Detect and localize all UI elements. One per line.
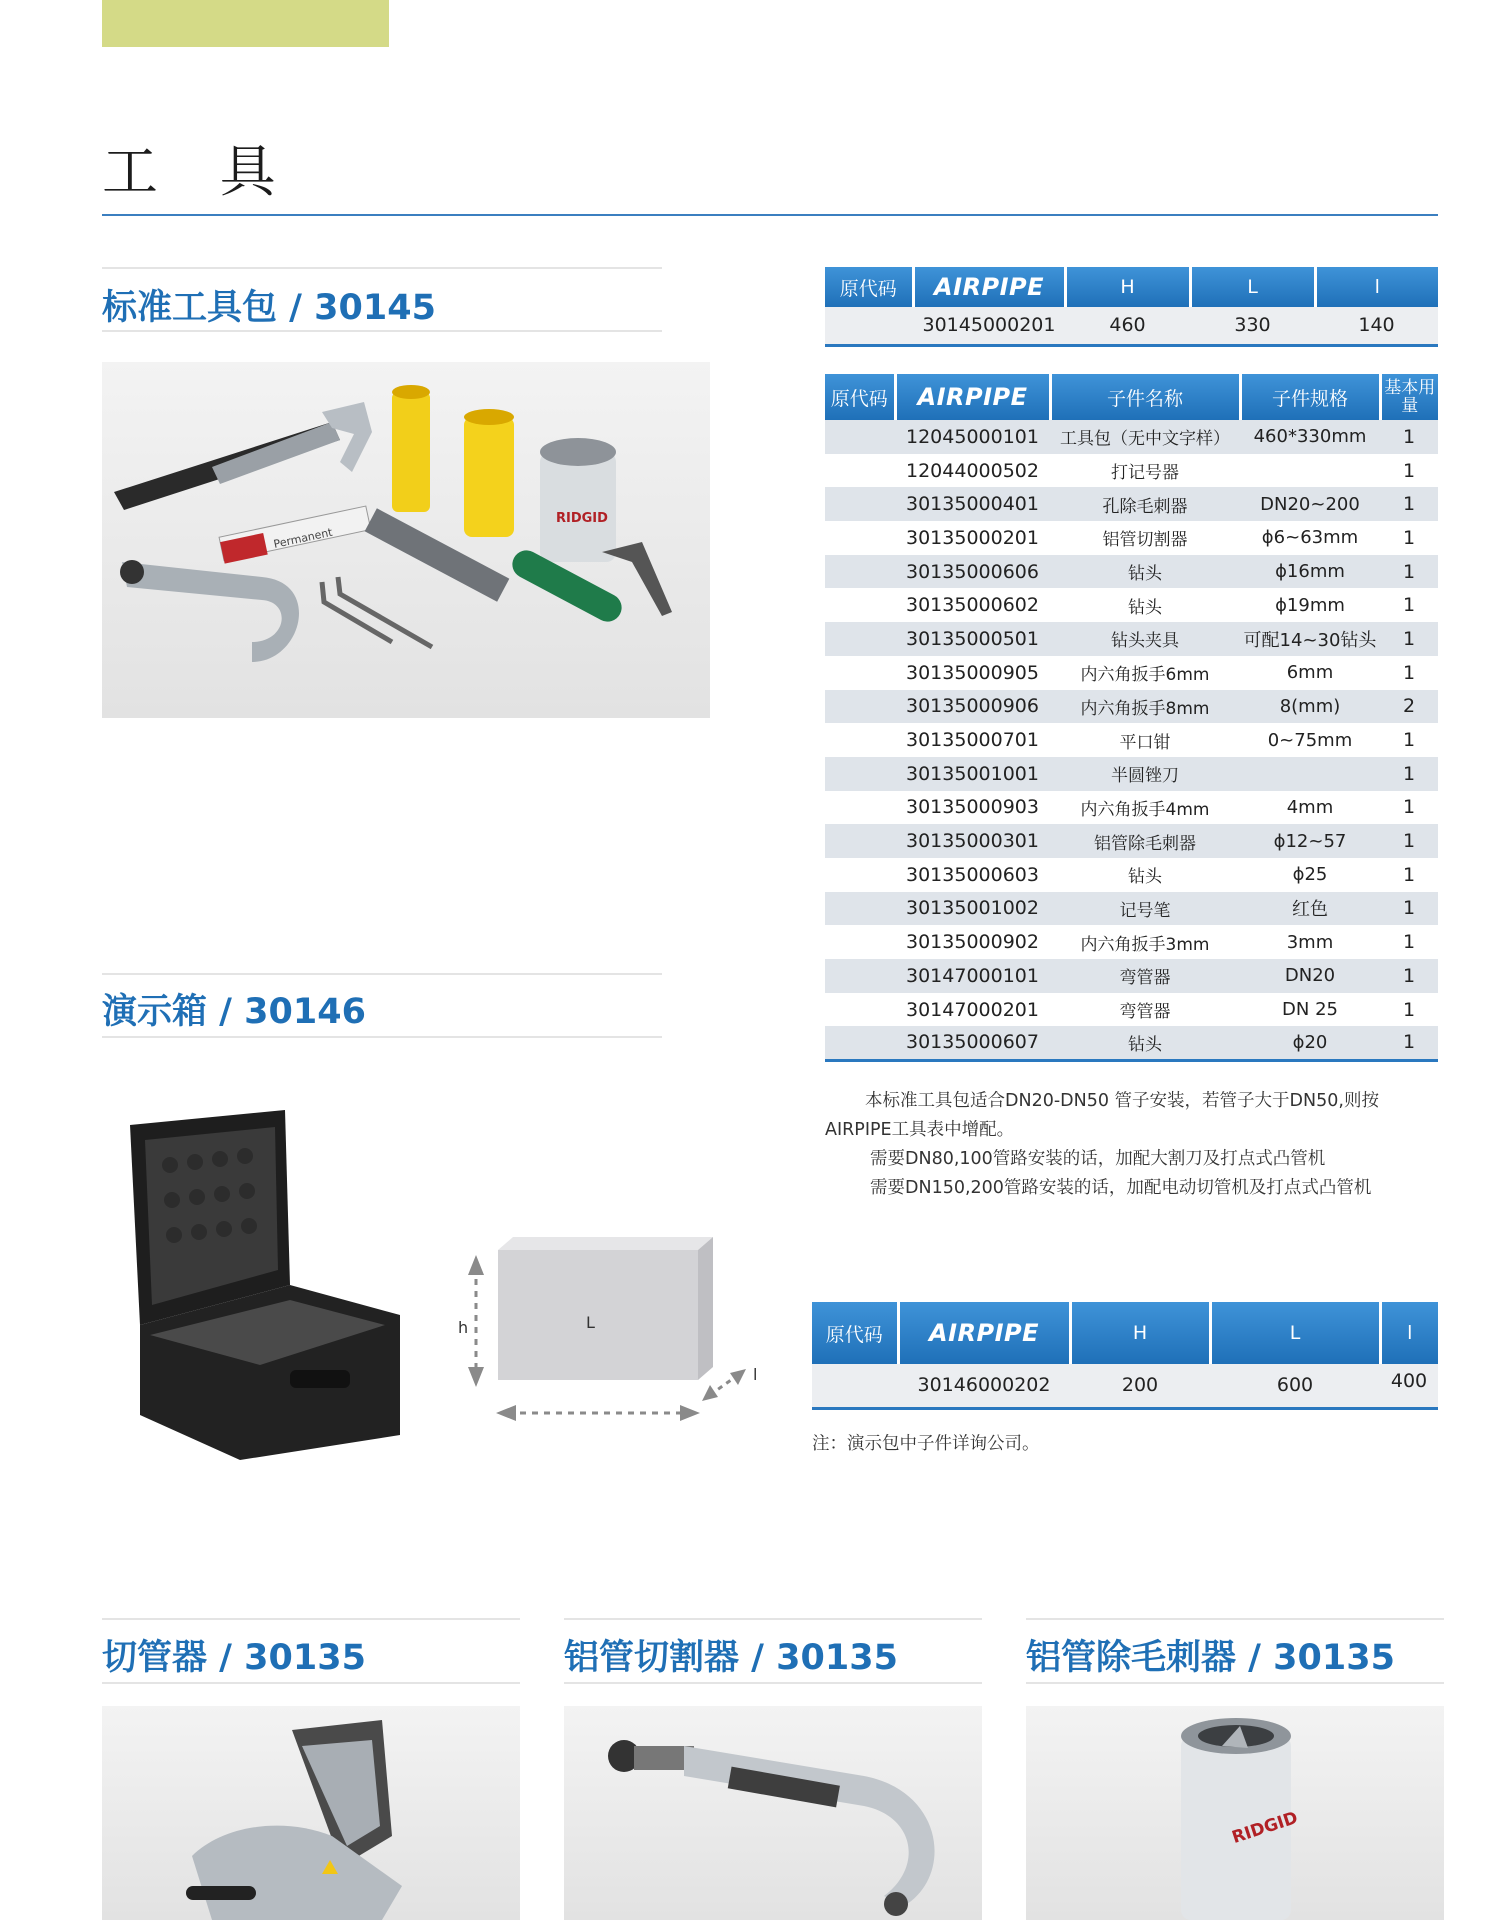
dim-l-label: L xyxy=(586,1313,595,1332)
header-l: L xyxy=(1190,267,1315,307)
section-rule-top xyxy=(1026,1618,1444,1620)
table-row xyxy=(825,555,1438,589)
cell-blank xyxy=(825,993,895,1027)
cell-part-name: 铝管切割器 xyxy=(1050,521,1240,555)
cell-part-name: 半圆锉刀 xyxy=(1050,757,1240,791)
table-row xyxy=(825,993,1438,1027)
table-row xyxy=(825,622,1438,656)
cell-qty: 1 xyxy=(1380,656,1438,690)
cell-part-spec xyxy=(1240,757,1380,791)
cell-part-spec: 3mm xyxy=(1240,925,1380,959)
table-row xyxy=(825,892,1438,926)
cell-blank xyxy=(825,1026,895,1060)
top-color-tab xyxy=(102,0,389,47)
cell-part-name: 弯管器 xyxy=(1050,993,1240,1027)
cell-qty: 1 xyxy=(1380,858,1438,892)
cell-code: 30135000603 xyxy=(895,858,1050,892)
section-rule-top xyxy=(564,1618,982,1620)
table-row xyxy=(825,959,1438,993)
cell-part-spec: 4mm xyxy=(1240,791,1380,825)
cell-part-name: 钻头 xyxy=(1050,555,1240,589)
note-line-1: 本标准工具包适合DN20-DN50 管子安装，若管子大于DN50,则按 xyxy=(865,1091,1379,1111)
cell-part-name: 平口钳 xyxy=(1050,723,1240,757)
cell-part-spec: 可配14~30钻头 xyxy=(1240,622,1380,656)
header-brand: AIRPIPE xyxy=(895,374,1050,420)
section-title-pipe-cutter: 切管器 / 30135 xyxy=(102,1638,366,1678)
pipe-cutter-photo xyxy=(102,1706,520,1920)
table-row xyxy=(825,824,1438,858)
cell-blank xyxy=(825,791,895,825)
kit-size-table xyxy=(825,267,1438,347)
cell-qty: 1 xyxy=(1380,723,1438,757)
cell-qty: 1 xyxy=(1380,824,1438,858)
demo-case-icon xyxy=(110,1105,410,1465)
header-brand: AIRPIPE xyxy=(913,267,1065,307)
section-rule-top xyxy=(102,1618,520,1620)
cell-part-name: 孔除毛刺器 xyxy=(1050,487,1240,521)
kit-parts-table xyxy=(825,374,1438,1062)
cell-qty: 1 xyxy=(1380,959,1438,993)
cell-part-name: 内六角扳手6mm xyxy=(1050,656,1240,690)
cell-qty: 1 xyxy=(1380,454,1438,488)
cell-qty: 1 xyxy=(1380,791,1438,825)
cell-blank xyxy=(825,723,895,757)
table-row xyxy=(825,791,1438,825)
cell-brand-code: 30146000202 xyxy=(898,1364,1070,1408)
section-rule-bottom xyxy=(564,1682,982,1684)
cell-i: 400 xyxy=(1380,1364,1438,1408)
section-rule-bottom xyxy=(1026,1682,1444,1684)
cell-blank xyxy=(825,824,895,858)
cell-part-spec: DN20~200 xyxy=(1240,487,1380,521)
cell-blank xyxy=(825,959,895,993)
table-row xyxy=(812,1364,1438,1408)
cell-blank xyxy=(825,588,895,622)
cell-qty: 1 xyxy=(1380,1026,1438,1060)
note-line-3: 需要DN80,100管路安装的话，加配大割刀及打点式凸管机 xyxy=(870,1149,1326,1169)
ridgid-logo: RIDGID xyxy=(1229,1807,1301,1849)
cell-h: 460 xyxy=(1065,307,1190,345)
cell-blank xyxy=(825,858,895,892)
cell-qty: 1 xyxy=(1380,555,1438,589)
cell-part-name: 内六角扳手8mm xyxy=(1050,690,1240,724)
cell-i: 140 xyxy=(1315,307,1438,345)
cell-blank xyxy=(825,521,895,555)
cell-part-spec: 460*330mm xyxy=(1240,420,1380,454)
cell-code: 30135000401 xyxy=(895,487,1050,521)
pipe-wrench-icon xyxy=(114,402,372,510)
section-rule-top xyxy=(102,267,662,269)
cell-blank xyxy=(825,925,895,959)
note-line-2: AIRPIPE工具表中增配。 xyxy=(825,1120,1015,1140)
marker-icon xyxy=(219,506,371,564)
marker-brand-text: Permanent xyxy=(272,525,334,551)
alu-deburr-photo xyxy=(1026,1706,1444,1920)
cell-code: 30135000906 xyxy=(895,690,1050,724)
cell-blank xyxy=(825,487,895,521)
cell-part-name: 钻头 xyxy=(1050,588,1240,622)
cell-part-name: 钻头夹具 xyxy=(1050,622,1240,656)
page-title: 工 具 xyxy=(102,140,298,205)
cell-code: 12045000101 xyxy=(895,420,1050,454)
cell-part-name: 记号笔 xyxy=(1050,892,1240,926)
cell-qty: 1 xyxy=(1380,892,1438,926)
hex-key-icon xyxy=(322,577,432,647)
cell-blank xyxy=(825,555,895,589)
table-row xyxy=(825,690,1438,724)
cell-code: 30135001001 xyxy=(895,757,1050,791)
cell-code xyxy=(812,1364,898,1408)
cell-blank xyxy=(825,622,895,656)
section-rule-bottom xyxy=(102,1036,662,1038)
section-title-alu-cutter: 铝管切割器 / 30135 xyxy=(564,1638,898,1678)
alu-cutter-photo xyxy=(564,1706,982,1920)
header-i: l xyxy=(1315,267,1438,307)
standard-kit-photo xyxy=(102,362,710,718)
cell-part-name: 钻头 xyxy=(1050,1026,1240,1060)
table-row xyxy=(825,757,1438,791)
cell-qty: 2 xyxy=(1380,690,1438,724)
dim-i-label: l xyxy=(753,1365,758,1384)
dim-h-label: h xyxy=(458,1318,469,1337)
cell-blank xyxy=(825,757,895,791)
cell-qty: 1 xyxy=(1380,588,1438,622)
cell-code: 30135000905 xyxy=(895,656,1050,690)
table-row xyxy=(825,858,1438,892)
cell-part-spec: 8(mm) xyxy=(1240,690,1380,724)
cell-part-spec: ϕ20 xyxy=(1240,1026,1380,1060)
cell-code: 30135000201 xyxy=(895,521,1050,555)
table-row xyxy=(825,420,1438,454)
cell-code: 30135000607 xyxy=(895,1026,1050,1060)
table-row xyxy=(825,487,1438,521)
cell-code: 30135000501 xyxy=(895,622,1050,656)
pipe-cutter-icon xyxy=(102,1706,520,1920)
table-row xyxy=(825,1026,1438,1060)
table-row xyxy=(825,656,1438,690)
cell-code: 30135000701 xyxy=(895,723,1050,757)
cell-code: 30147000101 xyxy=(895,959,1050,993)
hole-saw-icon xyxy=(392,385,514,537)
cell-blank xyxy=(825,454,895,488)
kit-notes xyxy=(825,1087,1440,1203)
cell-part-name: 打记号器 xyxy=(1050,454,1240,488)
cell-qty: 1 xyxy=(1380,993,1438,1027)
table-row xyxy=(825,521,1438,555)
tool-kit-illustration xyxy=(102,362,710,718)
cell-part-spec: 0~75mm xyxy=(1240,723,1380,757)
cell-part-spec: 红色 xyxy=(1240,892,1380,926)
tube-cutter-icon xyxy=(564,1706,982,1920)
cell-l: 600 xyxy=(1210,1364,1380,1408)
ridgid-logo-text: RIDGID xyxy=(556,511,608,526)
cell-code: 12044000502 xyxy=(895,454,1050,488)
deburr-cylinder-icon xyxy=(1026,1706,1444,1920)
cell-part-spec: ϕ16mm xyxy=(1240,555,1380,589)
table-row xyxy=(825,723,1438,757)
header-brand: AIRPIPE xyxy=(898,1302,1070,1364)
cell-qty: 1 xyxy=(1380,757,1438,791)
header-h: H xyxy=(1065,267,1190,307)
cell-part-name: 内六角扳手4mm xyxy=(1050,791,1240,825)
demo-size-table xyxy=(812,1302,1438,1410)
cell-part-name: 铝管除毛刺器 xyxy=(1050,824,1240,858)
header-qty: 基本用量 xyxy=(1380,374,1438,420)
cell-qty: 1 xyxy=(1380,487,1438,521)
cell-code: 30135000606 xyxy=(895,555,1050,589)
cell-qty: 1 xyxy=(1380,521,1438,555)
table-row xyxy=(825,454,1438,488)
section-title-alu-deburr: 铝管除毛刺器 / 30135 xyxy=(1026,1638,1395,1678)
section-rule-bottom xyxy=(102,330,662,332)
section-rule-top xyxy=(102,973,662,975)
cell-part-name: 钻头 xyxy=(1050,858,1240,892)
header-part-spec: 子件规格 xyxy=(1240,374,1380,420)
header-code: 原代码 xyxy=(825,374,895,420)
cell-qty: 1 xyxy=(1380,925,1438,959)
cell-part-spec: DN 25 xyxy=(1240,993,1380,1027)
cell-blank xyxy=(825,420,895,454)
cell-code: 30135000602 xyxy=(895,588,1050,622)
header-l: L xyxy=(1210,1302,1380,1364)
section-title-standard-kit: 标准工具包 / 30145 xyxy=(102,288,436,328)
demo-note: 注：演示包中子件详询公司。 xyxy=(812,1434,1040,1454)
box-dimension-icon xyxy=(448,1235,768,1435)
cell-code: 30135000903 xyxy=(895,791,1050,825)
cell-part-name: 内六角扳手3mm xyxy=(1050,925,1240,959)
header-i: l xyxy=(1380,1302,1438,1364)
cell-h: 200 xyxy=(1070,1364,1210,1408)
cell-code xyxy=(825,307,913,345)
cell-part-name: 弯管器 xyxy=(1050,959,1240,993)
note-line-4: 需要DN150,200管路安装的话，加配电动切管机及打点式凸管机 xyxy=(870,1178,1372,1198)
cell-blank xyxy=(825,656,895,690)
cell-part-spec xyxy=(1240,454,1380,488)
cell-part-name: 工具包（无中文字样） xyxy=(1050,420,1240,454)
cell-brand-code: 30145000201 xyxy=(913,307,1065,345)
demo-case-photo xyxy=(110,1105,410,1465)
header-code: 原代码 xyxy=(812,1302,898,1364)
cell-code: 30135000902 xyxy=(895,925,1050,959)
cell-code: 30135000301 xyxy=(895,824,1050,858)
dimension-diagram xyxy=(448,1235,768,1435)
cell-code: 30147000201 xyxy=(895,993,1050,1027)
cell-part-spec: ϕ12~57 xyxy=(1240,824,1380,858)
header-code: 原代码 xyxy=(825,267,913,307)
cell-blank xyxy=(825,690,895,724)
cell-qty: 1 xyxy=(1380,622,1438,656)
deburr-tool-icon xyxy=(540,438,616,562)
cell-l: 330 xyxy=(1190,307,1315,345)
cell-part-spec: DN20 xyxy=(1240,959,1380,993)
cell-part-spec: ϕ19mm xyxy=(1240,588,1380,622)
header-part-name: 子件名称 xyxy=(1050,374,1240,420)
title-divider xyxy=(102,214,1438,216)
cell-qty: 1 xyxy=(1380,420,1438,454)
header-h: H xyxy=(1070,1302,1210,1364)
table-row xyxy=(825,307,1438,345)
cell-blank xyxy=(825,892,895,926)
cell-part-spec: ϕ6~63mm xyxy=(1240,521,1380,555)
parts-table-body xyxy=(825,420,1438,1060)
table-row xyxy=(825,925,1438,959)
section-rule-bottom xyxy=(102,1682,520,1684)
cell-part-spec: 6mm xyxy=(1240,656,1380,690)
cell-code: 30135001002 xyxy=(895,892,1050,926)
table-row xyxy=(825,588,1438,622)
cell-part-spec: ϕ25 xyxy=(1240,858,1380,892)
tube-cutter-icon xyxy=(120,560,299,662)
section-title-demo-box: 演示箱 / 30146 xyxy=(102,992,366,1032)
